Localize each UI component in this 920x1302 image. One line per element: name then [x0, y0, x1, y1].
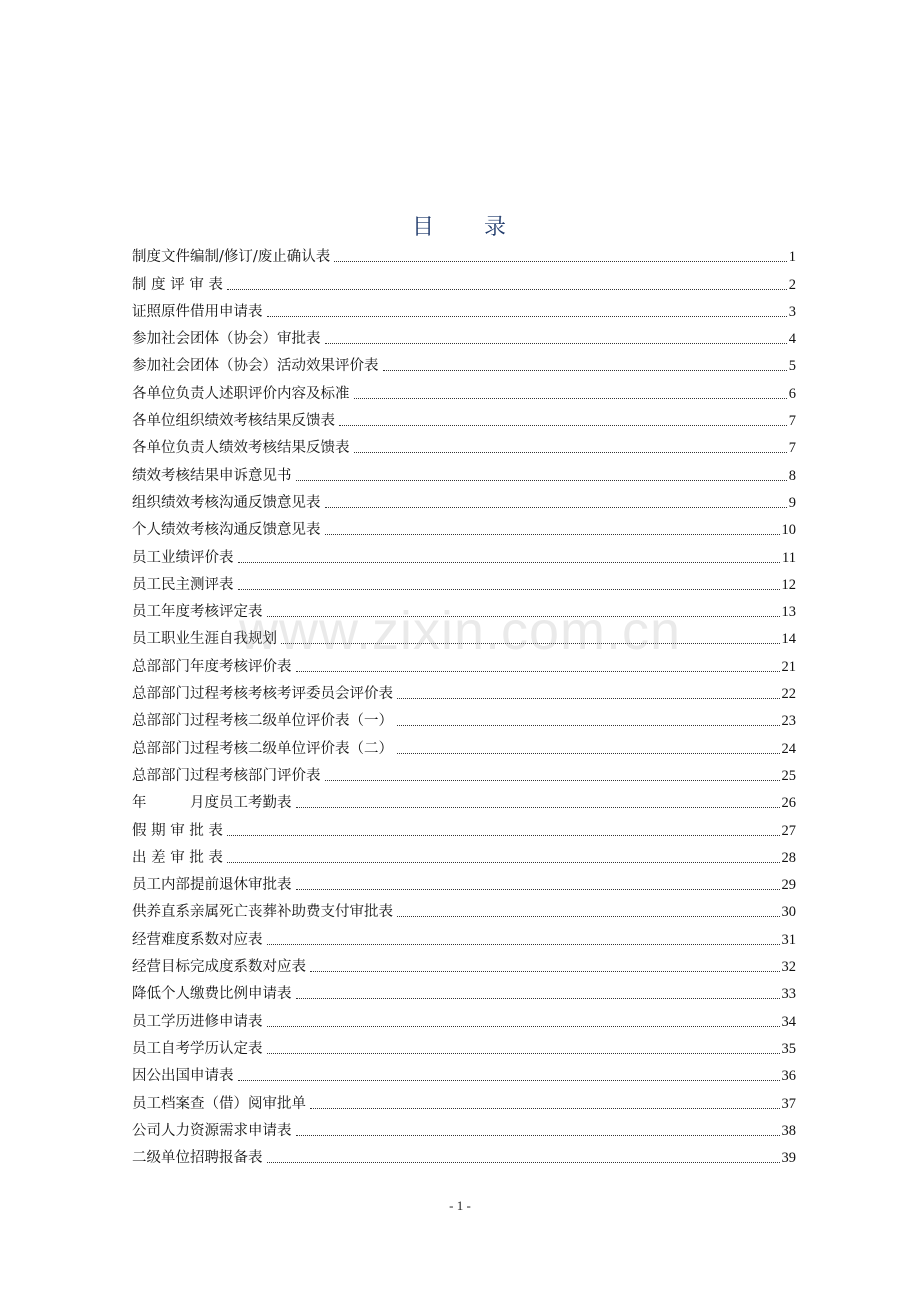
toc-entry-label: 出 差 审 批 表 [132, 849, 223, 866]
toc-entry-page: 11 [782, 549, 796, 566]
toc-entry-page: 27 [781, 822, 796, 839]
toc-entry-page: 39 [781, 1150, 796, 1167]
toc-entry-page: 32 [781, 959, 796, 976]
toc-entry[interactable] [132, 980, 796, 1007]
toc-entry[interactable] [132, 1089, 796, 1116]
toc-entry-label: 经营目标完成度系数对应表 [132, 959, 306, 976]
toc-leader-dots [296, 807, 780, 808]
toc-entry[interactable] [132, 516, 796, 543]
toc-leader-dots [267, 1053, 780, 1054]
toc-leader-dots [296, 998, 780, 999]
toc-leader-dots [267, 316, 787, 317]
toc-entry-label: 组织绩效考核沟通反馈意见表 [132, 494, 321, 511]
toc-entry[interactable] [132, 789, 796, 816]
toc-entry-label: 各单位负责人绩效考核结果反馈表 [132, 440, 350, 457]
toc-entry-label: 参加社会团体（协会）审批表 [132, 331, 321, 348]
toc-entry-label: 员工自考学历认定表 [132, 1040, 263, 1057]
toc-entry-label: 因公出国申请表 [132, 1068, 234, 1085]
toc-leader-dots [339, 425, 787, 426]
toc-leader-dots [238, 589, 780, 590]
toc-leader-dots [227, 289, 787, 290]
toc-entry-page: 7 [788, 440, 796, 457]
toc-entry[interactable] [132, 652, 796, 679]
toc-entry-label: 制度文件编制/修订/废止确认表 [132, 249, 331, 266]
toc-entry-page: 28 [781, 849, 796, 866]
toc-leader-dots [354, 398, 787, 399]
toc-entry[interactable] [132, 243, 796, 270]
toc-leader-dots [397, 916, 780, 917]
toc-leader-dots [267, 1162, 780, 1163]
toc-entry-page: 24 [781, 740, 796, 757]
toc-leader-dots [397, 753, 780, 754]
toc-leader-dots [238, 1080, 780, 1081]
toc-leader-dots [267, 1026, 780, 1027]
toc-entry[interactable] [132, 625, 796, 652]
toc-entry[interactable] [132, 898, 796, 925]
toc-entry-label: 个人绩效考核沟通反馈意见表 [132, 522, 321, 539]
toc-leader-dots [281, 643, 780, 644]
toc-entry[interactable] [132, 844, 796, 871]
toc-leader-dots [296, 671, 780, 672]
toc-entry-page: 6 [788, 385, 796, 402]
toc-entry-page: 29 [781, 877, 796, 894]
toc-entry[interactable] [132, 925, 796, 952]
toc-entry-page: 35 [781, 1040, 796, 1057]
toc-entry-page: 1 [788, 249, 796, 266]
toc-entry[interactable] [132, 871, 796, 898]
toc-entry-page: 4 [788, 331, 796, 348]
toc-entry[interactable] [132, 379, 796, 406]
toc-entry-label: 员工内部提前退休审批表 [132, 877, 292, 894]
toc-entry[interactable] [132, 1062, 796, 1089]
toc-entry[interactable] [132, 298, 796, 325]
toc-entry-page: 37 [781, 1095, 796, 1112]
watermark: www.zixin.com.cn [238, 601, 682, 661]
toc-leader-dots [267, 616, 780, 617]
toc-entry-page: 14 [781, 631, 796, 648]
toc-entry-page: 2 [788, 276, 796, 293]
toc-entry-label: 二级单位招聘报备表 [132, 1150, 263, 1167]
toc-entry[interactable] [132, 352, 796, 379]
toc-entry[interactable] [132, 816, 796, 843]
toc-entry[interactable] [132, 707, 796, 734]
toc-leader-dots [227, 862, 780, 863]
toc-entry-page: 13 [781, 604, 796, 621]
toc-entry[interactable] [132, 680, 796, 707]
toc-entry[interactable] [132, 434, 796, 461]
toc-entry-label: 年 月度员工考勤表 [132, 795, 292, 812]
toc-entry-page: 33 [781, 986, 796, 1003]
toc-leader-dots [296, 1135, 780, 1136]
toc-leader-dots [296, 889, 780, 890]
toc-entry-page: 30 [781, 904, 796, 921]
table-of-contents [132, 243, 796, 1171]
toc-entry-label: 各单位组织绩效考核结果反馈表 [132, 413, 335, 430]
toc-entry-page: 23 [781, 713, 796, 730]
toc-entry[interactable] [132, 489, 796, 516]
toc-entry-page: 22 [781, 686, 796, 703]
toc-entry-label: 总部部门过程考核二级单位评价表（二） [132, 740, 393, 757]
toc-entry-label: 总部部门过程考核部门评价表 [132, 767, 321, 784]
toc-entry-page: 31 [781, 931, 796, 948]
toc-entry[interactable] [132, 461, 796, 488]
toc-entry[interactable] [132, 270, 796, 297]
toc-entry-label: 制 度 评 审 表 [132, 276, 223, 293]
toc-entry-label: 总部部门过程考核考核考评委员会评价表 [132, 686, 393, 703]
toc-entry[interactable] [132, 953, 796, 980]
toc-entry[interactable] [132, 325, 796, 352]
toc-leader-dots [296, 480, 787, 481]
toc-entry[interactable] [132, 571, 796, 598]
toc-entry-page: 9 [788, 494, 796, 511]
toc-leader-dots [325, 534, 780, 535]
toc-entry-label: 员工业绩评价表 [132, 549, 234, 566]
toc-entry-page: 34 [781, 1013, 796, 1030]
toc-leader-dots [354, 452, 787, 453]
toc-entry-page: 26 [781, 795, 796, 812]
toc-leader-dots [325, 507, 787, 508]
toc-leader-dots [310, 1108, 780, 1109]
toc-entry-page: 38 [781, 1122, 796, 1139]
toc-entry[interactable] [132, 1035, 796, 1062]
toc-leader-dots [397, 698, 780, 699]
page-title: 目 录 [411, 215, 508, 240]
toc-entry-page: 3 [788, 303, 796, 320]
toc-leader-dots [227, 835, 780, 836]
toc-leader-dots [334, 261, 786, 262]
toc-entry[interactable] [132, 1007, 796, 1034]
toc-entry-label: 假 期 审 批 表 [132, 822, 223, 839]
toc-leader-dots [325, 343, 787, 344]
toc-entry-label: 绩效考核结果申诉意见书 [132, 467, 292, 484]
toc-leader-dots [310, 971, 780, 972]
toc-entry-page: 21 [781, 658, 796, 675]
toc-entry-label: 各单位负责人述职评价内容及标准 [132, 385, 350, 402]
toc-leader-dots [383, 370, 787, 371]
toc-entry-label: 总部部门年度考核评价表 [132, 658, 292, 675]
page-number: - 1 - [449, 1198, 471, 1213]
toc-entry[interactable] [132, 407, 796, 434]
toc-entry-label: 员工学历进修申请表 [132, 1013, 263, 1030]
toc-leader-dots [325, 780, 780, 781]
toc-leader-dots [397, 725, 780, 726]
toc-entry-label: 员工职业生涯自我规划 [132, 631, 277, 648]
toc-entry-label: 总部部门过程考核二级单位评价表（一） [132, 713, 393, 730]
toc-leader-dots [267, 944, 780, 945]
toc-entry-page: 10 [781, 522, 796, 539]
toc-entry-label: 员工年度考核评定表 [132, 604, 263, 621]
toc-entry-label: 公司人力资源需求申请表 [132, 1122, 292, 1139]
toc-entry-page: 25 [781, 767, 796, 784]
toc-entry-label: 参加社会团体（协会）活动效果评价表 [132, 358, 379, 375]
toc-entry[interactable] [132, 543, 796, 570]
toc-entry[interactable] [132, 1144, 796, 1171]
toc-entry-label: 供养直系亲属死亡丧葬补助费支付审批表 [132, 904, 393, 921]
toc-entry-page: 8 [788, 467, 796, 484]
toc-entry[interactable] [132, 762, 796, 789]
toc-entry-page: 36 [781, 1068, 796, 1085]
toc-entry-page: 5 [788, 358, 796, 375]
toc-entry-label: 证照原件借用申请表 [132, 303, 263, 320]
toc-entry[interactable] [132, 1117, 796, 1144]
toc-entry[interactable] [132, 598, 796, 625]
toc-entry-label: 员工民主测评表 [132, 576, 234, 593]
toc-entry-label: 降低个人缴费比例申请表 [132, 986, 292, 1003]
toc-entry[interactable] [132, 734, 796, 761]
toc-entry-page: 12 [781, 576, 796, 593]
toc-leader-dots [238, 562, 781, 563]
toc-entry-label: 经营难度系数对应表 [132, 931, 263, 948]
toc-entry-page: 7 [788, 413, 796, 430]
toc-entry-label: 员工档案查（借）阅审批单 [132, 1095, 306, 1112]
